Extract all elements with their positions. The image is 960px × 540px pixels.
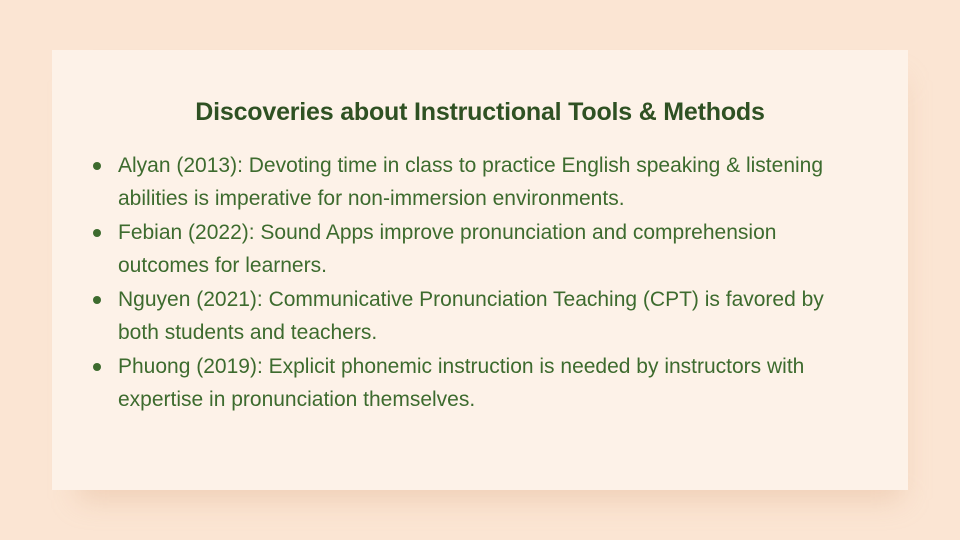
bullet-dot-icon bbox=[93, 296, 101, 304]
list-item bbox=[66, 216, 852, 282]
bullet-dot-icon bbox=[93, 162, 101, 170]
slide-title: Discoveries about Instructional Tools & Methods bbox=[195, 98, 765, 126]
bullet-dot-icon bbox=[93, 363, 101, 371]
list-item-text: Alyan (2013): Devoting time in class to practice English speaking & listening abilities is imperative for non-immersion environments. bbox=[118, 154, 824, 210]
bullet-list bbox=[52, 127, 908, 416]
bullet-dot-icon bbox=[93, 229, 101, 237]
list-item-text: Nguyen (2021): Communicative Pronunciation Teaching (CPT) is favored by both students and teachers. bbox=[118, 288, 824, 344]
list-item-text: Phuong (2019): Explicit phonemic instruction is needed by instructors with expertise in pronunciation themselves. bbox=[118, 355, 805, 411]
content-card bbox=[52, 50, 908, 490]
list-item bbox=[66, 283, 852, 349]
list-item-text: Febian (2022): Sound Apps improve pronunciation and comprehension outcomes for learners. bbox=[118, 221, 777, 277]
list-item bbox=[66, 149, 852, 215]
list-item bbox=[66, 350, 852, 416]
